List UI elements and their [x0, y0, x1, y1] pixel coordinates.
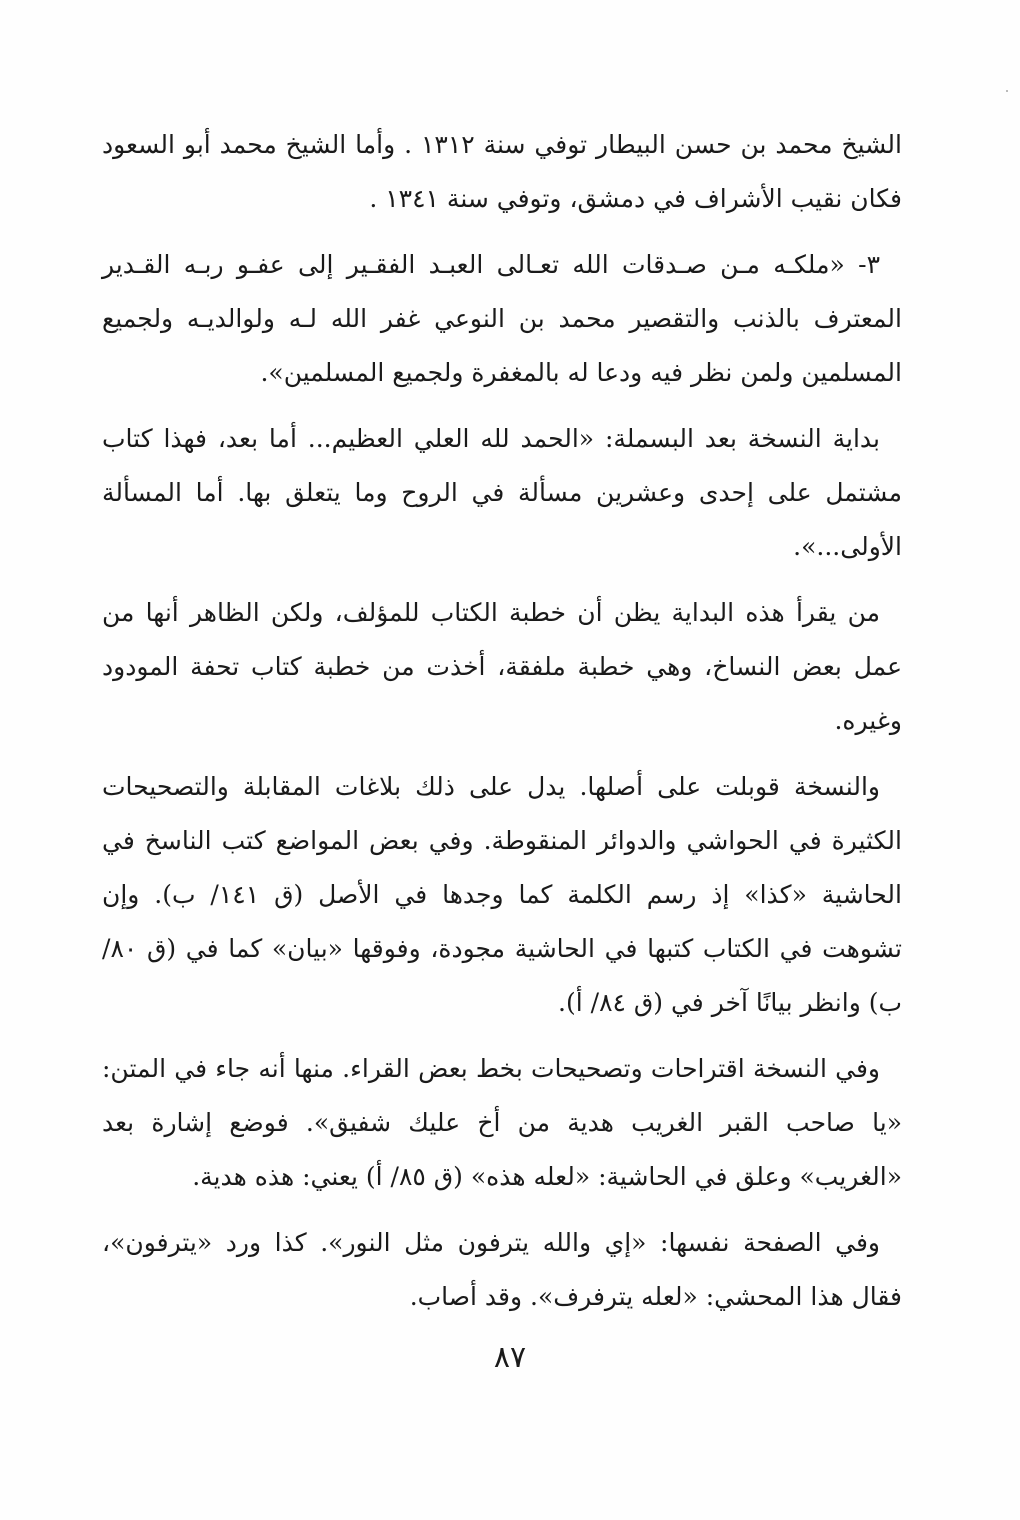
paragraph-3: بداية النسخة بعد البسملة: «الحمد لله العلي العظيم... أما بعد، فهذا كتاب مشتمل على إحدى وعشرين مسألة في الروح وما يتعلق بها. أما المسألة الأولى...».: [102, 424, 902, 561]
paragraph-4: من يقرأ هذه البداية يظن أن خطبة الكتاب للمؤلف، ولكن الظاهر أنها من عمل بعض النساخ، وهي خطبة ملفقة، أخذت من خطبة كتاب تحفة المودود وغيره.: [102, 598, 902, 735]
paragraph-2: ٣- «ملكـه مـن صـدقات الله تعـالى العبـد الفقـير إلى عفـو ربـه القـدير المعترف بالذنب والتقصير محمد بن النوعي غفر الله لـه ولوالديـه ولجميع المسلمين ولمن نظر فيه ودعا له بالمغفرة ولجميع المسلمين».: [102, 250, 902, 387]
page-number: ٨٧: [493, 1340, 527, 1375]
paragraph-7: وفي الصفحة نفسها: «إي والله يترفون مثل النور». كذا ورد «يترفون»، فقال هذا المحشي: «لعله يترفرف». وقد أصاب.: [102, 1228, 902, 1311]
body-text: [102, 118, 902, 1336]
paragraph-5: والنسخة قوبلت على أصلها. يدل على ذلك بلاغات المقابلة والتصحيحات الكثيرة في الحواشي والدوائر المنقوطة. وفي بعض المواضع كتب الناسخ في الحاشية «كذا» إذ رسم الكلمة كما وجدها في الأصل (ق ١٤١/ ب). وإن تشوهت في الكتاب كتبها في الحاشية مجودة، وفوقها «بيان» كما في (ق ٨٠/ ب) وانظر بيانًا آخر في (ق ٨٤/ أ).: [102, 772, 902, 1017]
scan-speck: [1006, 90, 1008, 92]
paragraph-1: الشيخ محمد بن حسن البيطار توفي سنة ١٣١٢ . وأما الشيخ محمد أبو السعود فكان نقيب الأشراف في دمشق، وتوفي سنة ١٣٤١ .: [102, 130, 902, 213]
paragraph-6: وفي النسخة اقتراحات وتصحيحات بخط بعض القراء. منها أنه جاء في المتن: «يا صاحب القبر الغريب هدية من أخ عليك شفيق». فوضع إشارة بعد «الغريب» وعلق في الحاشية: «لعله هذه» (ق ٨٥/ أ) يعني: هذه هدية.: [102, 1054, 902, 1191]
